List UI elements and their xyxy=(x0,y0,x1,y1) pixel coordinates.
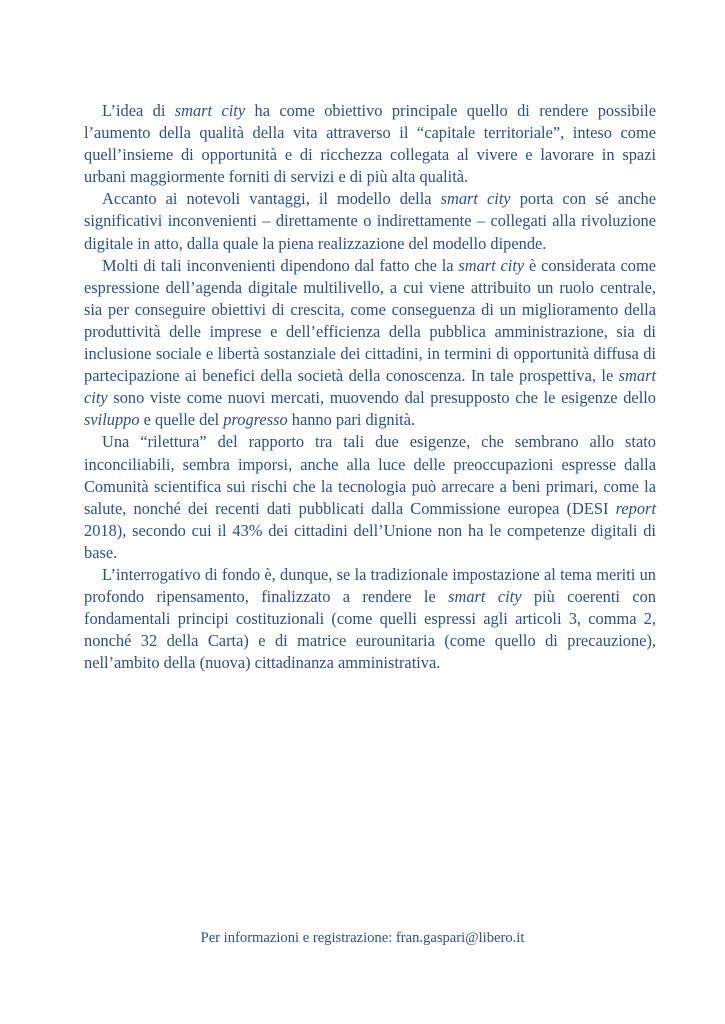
text-run: è considerata come espressione dell’agenda digitale multilivello, a cui viene attribuito un ruolo centrale, sia per conseguire obiettivi di crescita, come conseguenza di un miglioramento della produttività delle imprese e dell’efficienza della pubblica amministrazione, sia di inclusione sociale e libertà sostanziale dei cittadini, in termini di opportunità diffusa di partecipazione ai benefici della società della conoscenza. In tale prospettiva, le xyxy=(84,255,656,386)
footer-contact: Per informazioni e registrazione: fran.gaspari@libero.it xyxy=(200,930,525,946)
text-run: Accanto ai notevoli vantaggi, il modello della xyxy=(102,189,441,209)
paragraph xyxy=(84,100,656,188)
italic-term: report xyxy=(615,498,656,518)
italic-term: smart city xyxy=(84,366,656,408)
body-text xyxy=(84,100,656,674)
text-run: Una “rilettura” del rapporto tra tali due esigenze, che sembrano allo stato inconciliabili, sembra imporsi, anche alla luce delle preoccupazioni espresse dalla Comunità scientifica sui rischi che la tecnologia può arrecare a beni primari, come la salute, nonché dei recenti dati pubblicati dalla Commissione europea (DESI xyxy=(84,432,656,518)
paragraph xyxy=(84,255,656,432)
text-run: hanno pari dignità. xyxy=(287,410,416,430)
italic-term: progresso xyxy=(223,410,288,430)
paragraph xyxy=(84,188,656,254)
paragraph xyxy=(84,431,656,564)
text-run: ha come obiettivo principale quello di rendere possibile l’aumento della qualità della vita attraverso il “capitale territoriale”, inteso come quell’insieme di opportunità e di ricchezza collegata al vivere e lavorare in spazi urbani maggiormente forniti di servizi e di più alta qualità. xyxy=(84,101,656,187)
text-run: 2018), secondo cui il 43% dei cittadini dell’Unione non ha le competenze digitali di base. xyxy=(84,520,656,562)
italic-term: smart city xyxy=(448,587,522,607)
italic-term: sviluppo xyxy=(84,410,140,430)
text-run: L’interrogativo di fondo è, dunque, se la tradizionale impostazione al tema meriti un profondo ripensamento, finalizzato a rendere le xyxy=(84,564,656,607)
text-run: L’idea di xyxy=(102,101,175,120)
text-run: più coerenti con fondamentali principi costituzionali (come quelli espressi agli articoli 3, comma 2, nonché 32 della Carta) e di matrice eurounitaria (come quello di precauzione), nell’ambito della (nuova) cittadinanza amministrativa. xyxy=(84,587,656,673)
text-run: Molti di tali inconvenienti dipendono dal fatto che la xyxy=(102,255,459,275)
italic-term: smart city xyxy=(174,101,246,120)
text-run: sono viste come nuovi mercati, muovendo dal presupposto che le esigenze dello xyxy=(107,388,656,408)
text-run: e quelle del xyxy=(139,410,224,430)
text-run: porta con sé anche significativi inconvenienti – direttamente o indirettamente – collegati alla rivoluzione digitale in atto, dalla quale la piena realizzazione del modello dipende. xyxy=(84,189,656,253)
italic-term: smart city xyxy=(440,189,511,209)
italic-term: smart city xyxy=(458,255,525,275)
paragraph xyxy=(84,564,656,674)
